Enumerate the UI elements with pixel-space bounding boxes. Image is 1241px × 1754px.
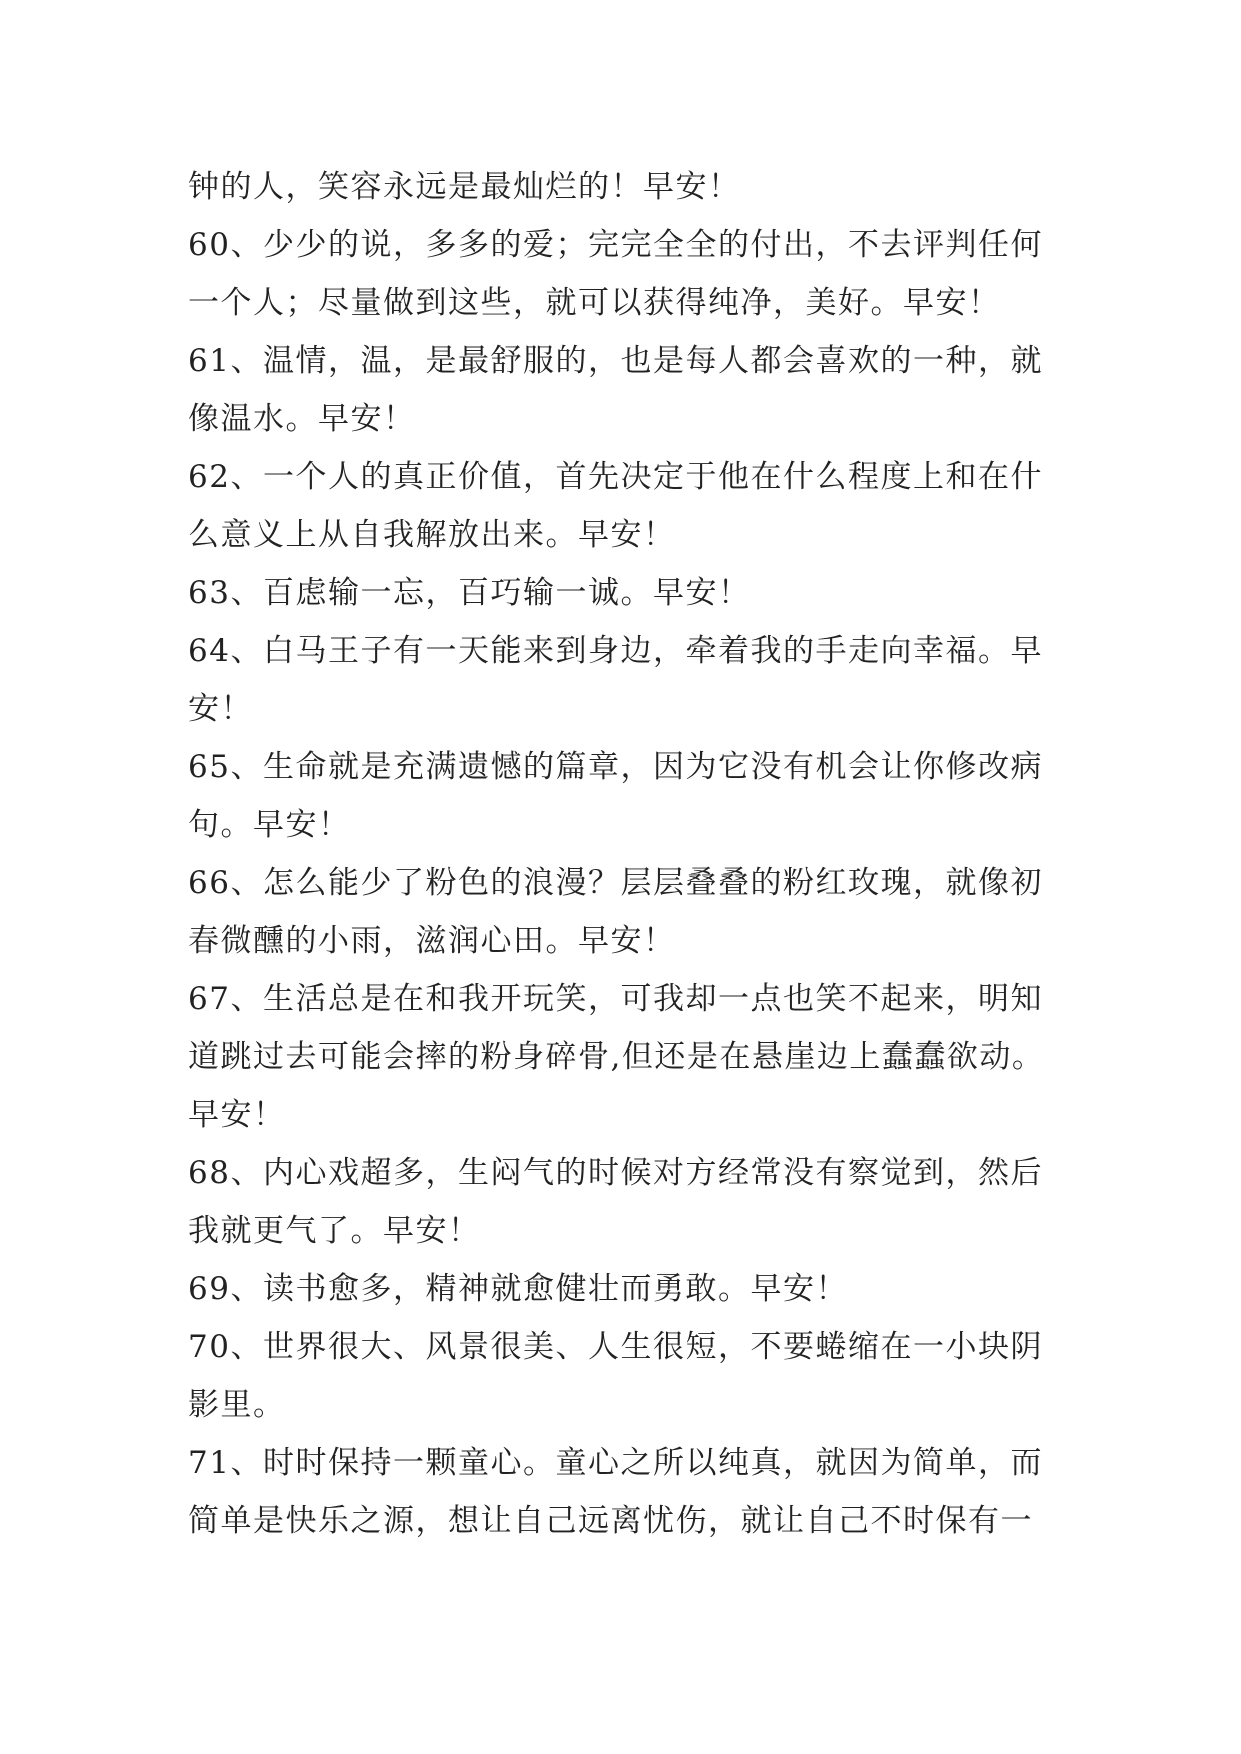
text-line: 道跳过去可能会摔的粉身碎骨,但还是在悬崖边上蠢蠢欲动。 bbox=[188, 1039, 1045, 1075]
text-line: 我就更气了。早安！ bbox=[188, 1213, 481, 1249]
text-line: 63、百虑输一忘，百巧输一诚。早安！ bbox=[188, 575, 751, 611]
text-line: 62、一个人的真正价值，首先决定于他在什么程度上和在什 bbox=[188, 459, 1043, 495]
text-line: 早安！ bbox=[188, 1097, 286, 1133]
text-line: 69、读书愈多，精神就愈健壮而勇敢。早安！ bbox=[188, 1271, 848, 1307]
text-line: 安！ bbox=[188, 691, 253, 727]
text-line: 66、怎么能少了粉色的浪漫？层层叠叠的粉红玫瑰，就像初 bbox=[188, 865, 1043, 901]
text-line: 句。早安！ bbox=[188, 807, 351, 843]
text-line: 像温水。早安！ bbox=[188, 401, 416, 437]
text-line: 65、生命就是充满遗憾的篇章，因为它没有机会让你修改病 bbox=[188, 749, 1043, 785]
text-line: 68、内心戏超多，生闷气的时候对方经常没有察觉到，然后 bbox=[188, 1155, 1043, 1191]
text-line: 67、生活总是在和我开玩笑，可我却一点也笑不起来，明知 bbox=[188, 981, 1043, 1017]
text-line: 70、世界很大、风景很美、人生很短，不要蜷缩在一小块阴 bbox=[188, 1329, 1043, 1365]
text-line: 60、少少的说，多多的爱；完完全全的付出，不去评判任何 bbox=[188, 227, 1043, 263]
text-line: 春微醺的小雨，滋润心田。早安！ bbox=[188, 923, 676, 959]
text-line: 么意义上从自我解放出来。早安！ bbox=[188, 517, 676, 553]
body-text bbox=[188, 158, 1068, 1550]
text-line: 简单是快乐之源，想让自己远离忧伤，就让自己不时保有一 bbox=[188, 1503, 1033, 1539]
text-line: 钟的人，笑容永远是最灿烂的！早安！ bbox=[188, 169, 741, 205]
text-line: 影里。 bbox=[188, 1387, 286, 1423]
text-line: 61、温情，温，是最舒服的，也是每人都会喜欢的一种，就 bbox=[188, 343, 1043, 379]
text-line: 一个人；尽量做到这些，就可以获得纯净，美好。早安！ bbox=[188, 285, 1001, 321]
text-line: 71、时时保持一颗童心。童心之所以纯真，就因为简单，而 bbox=[188, 1445, 1043, 1481]
text-line: 64、白马王子有一天能来到身边，牵着我的手走向幸福。早 bbox=[188, 633, 1043, 669]
